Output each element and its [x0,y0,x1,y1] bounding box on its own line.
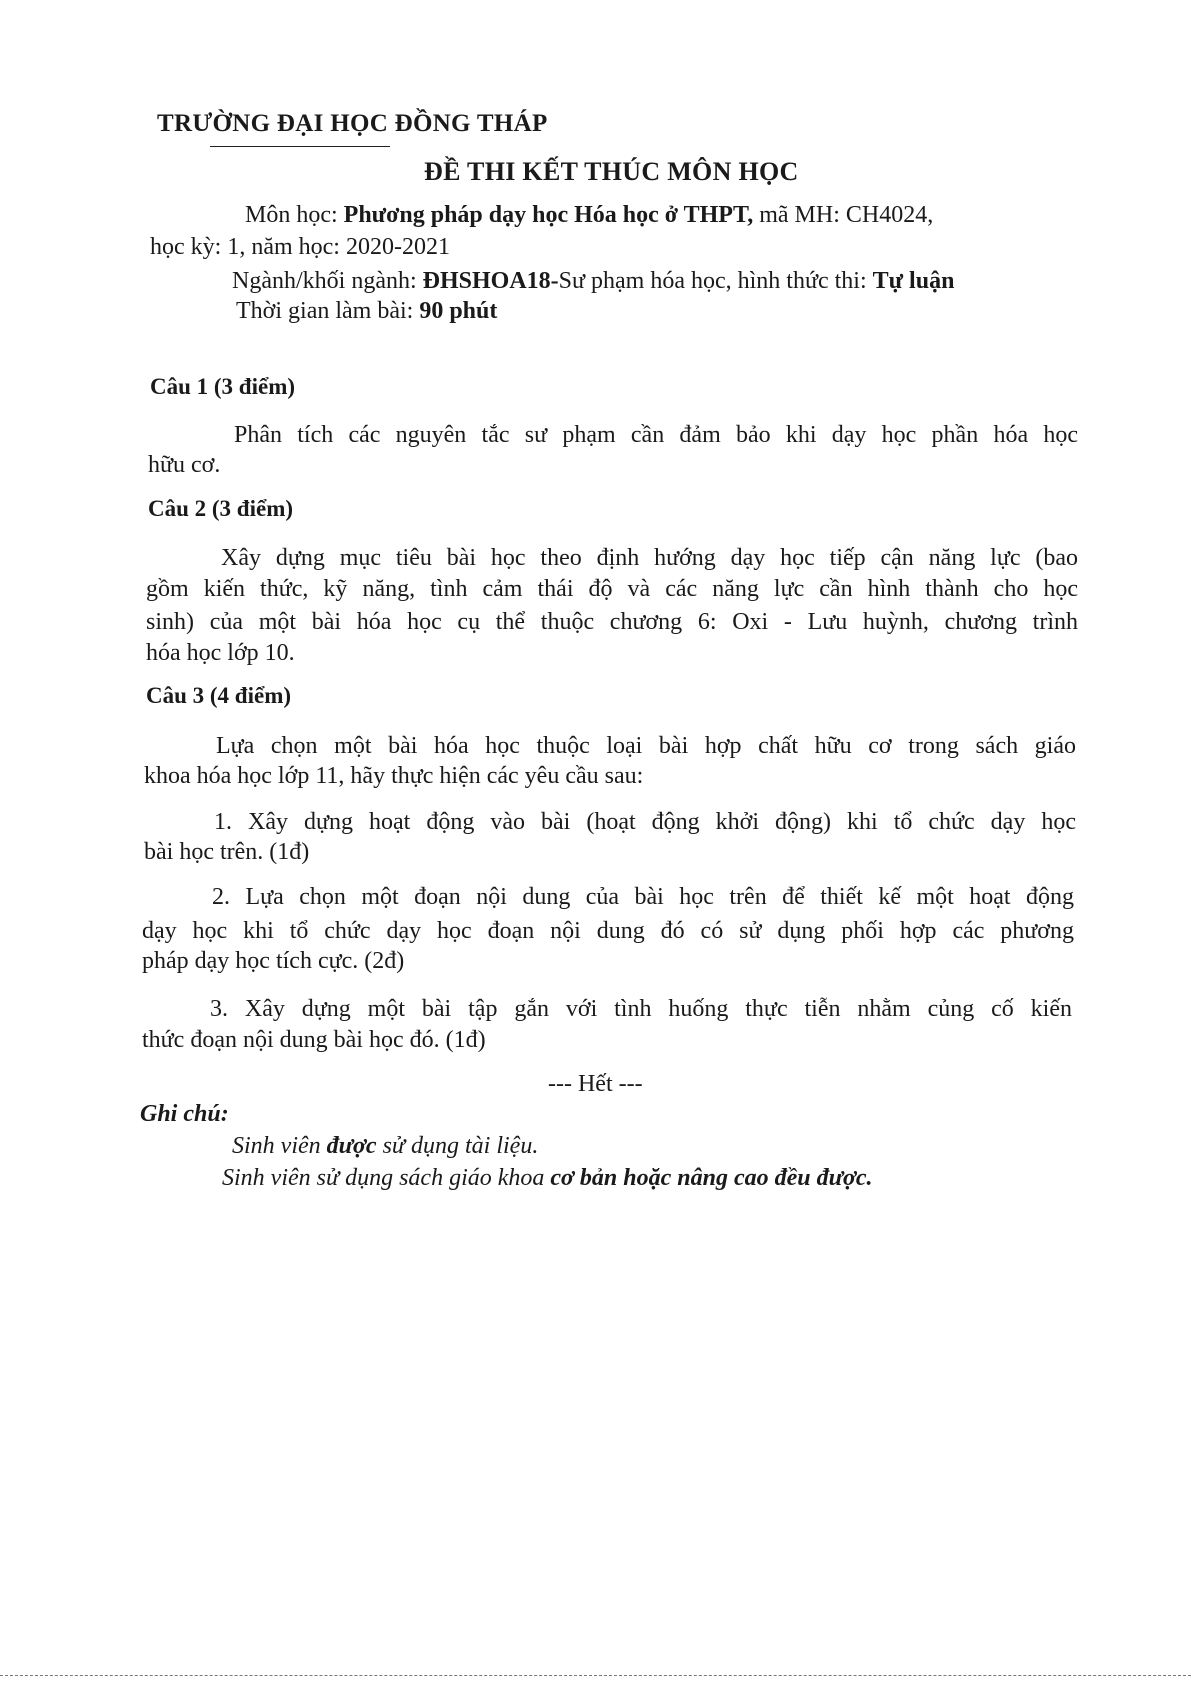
subject-line [245,202,933,229]
school-underline [210,146,390,147]
question-3-item-3: thức đoạn nội dung bài học đó. (1đ) [142,1027,486,1053]
question-1-text: hữu cơ. [148,452,221,478]
page-bottom-rule [0,1675,1191,1676]
major-label: Ngành/khối ngành: [232,268,423,294]
time-value: 90 phút [419,298,498,324]
time-line [236,298,497,325]
question-2-heading: Câu 2 (3 điểm) [148,496,294,521]
question-2-text: Xây dựng mục tiêu bài học theo định hướng dạy học tiếp cận năng lực (bao [221,545,1078,571]
exam-form: Tự luận [872,268,955,294]
major-line [232,268,954,295]
question-3-item-3: 3. Xây dựng một bài tập gắn với tình huống thực tiễn nhằm củng cố kiến [210,996,1072,1022]
major-code: ĐHSHOA18- [422,268,559,294]
note-1-bold: được [326,1133,377,1159]
subject-name: Phương pháp dạy học Hóa học ở THPT, [343,202,754,228]
question-3-item-2: pháp dạy học tích cực. (2đ) [142,948,405,974]
question-3-intro: Lựa chọn một bài hóa học thuộc loại bài hợp chất hữu cơ trong sách giáo [216,733,1076,759]
school-name: TRƯỜNG ĐẠI HỌC ĐỒNG THÁP [157,110,548,137]
question-2-text: hóa học lớp 10. [146,640,295,666]
note-1-suffix: sử dụng tài liệu. [376,1133,539,1159]
question-3-item-2: 2. Lựa chọn một đoạn nội dung của bài học trên để thiết kế một hoạt động [212,884,1074,910]
end-mark: --- Hết --- [548,1071,643,1097]
question-3-item-2: dạy học khi tổ chức dạy học đoạn nội dung đó có sử dụng phối hợp các phương [142,918,1074,944]
subject-code: mã MH: CH4024, [753,202,934,228]
note-2-prefix: Sinh viên sử dụng sách giáo khoa [222,1165,551,1191]
term-line: học kỳ: 1, năm học: 2020-2021 [150,234,450,260]
question-1-heading: Câu 1 (3 điểm) [150,374,296,399]
time-label: Thời gian làm bài: [236,298,420,324]
question-1-text: Phân tích các nguyên tắc sư phạm cần đảm bảo khi dạy học phần hóa học [234,422,1078,448]
subject-label: Môn học: [245,202,344,228]
major-name: Sư phạm hóa học, hình thức thi: [558,268,873,294]
question-3-heading: Câu 3 (4 điểm) [146,683,292,708]
note-2-bold: cơ bản hoặc nâng cao đều được. [550,1165,873,1191]
question-2-text: sinh) của một bài hóa học cụ thể thuộc chương 6: Oxi - Lưu huỳnh, chương trình [146,609,1078,635]
question-2-text: gồm kiến thức, kỹ năng, tình cảm thái độ và các năng lực cần hình thành cho học [146,576,1078,602]
question-3-item-1: bài học trên. (1đ) [144,839,310,865]
note-1 [232,1133,538,1160]
note-2 [222,1165,873,1192]
notes-label: Ghi chú: [140,1101,229,1127]
question-3-item-1: 1. Xây dựng hoạt động vào bài (hoạt động khởi động) khi tổ chức dạy học [214,809,1076,835]
note-1-prefix: Sinh viên [232,1133,327,1159]
exam-title: ĐỀ THI KẾT THÚC MÔN HỌC [424,157,799,186]
question-3-intro: khoa hóa học lớp 11, hãy thực hiện các yêu cầu sau: [144,763,644,789]
